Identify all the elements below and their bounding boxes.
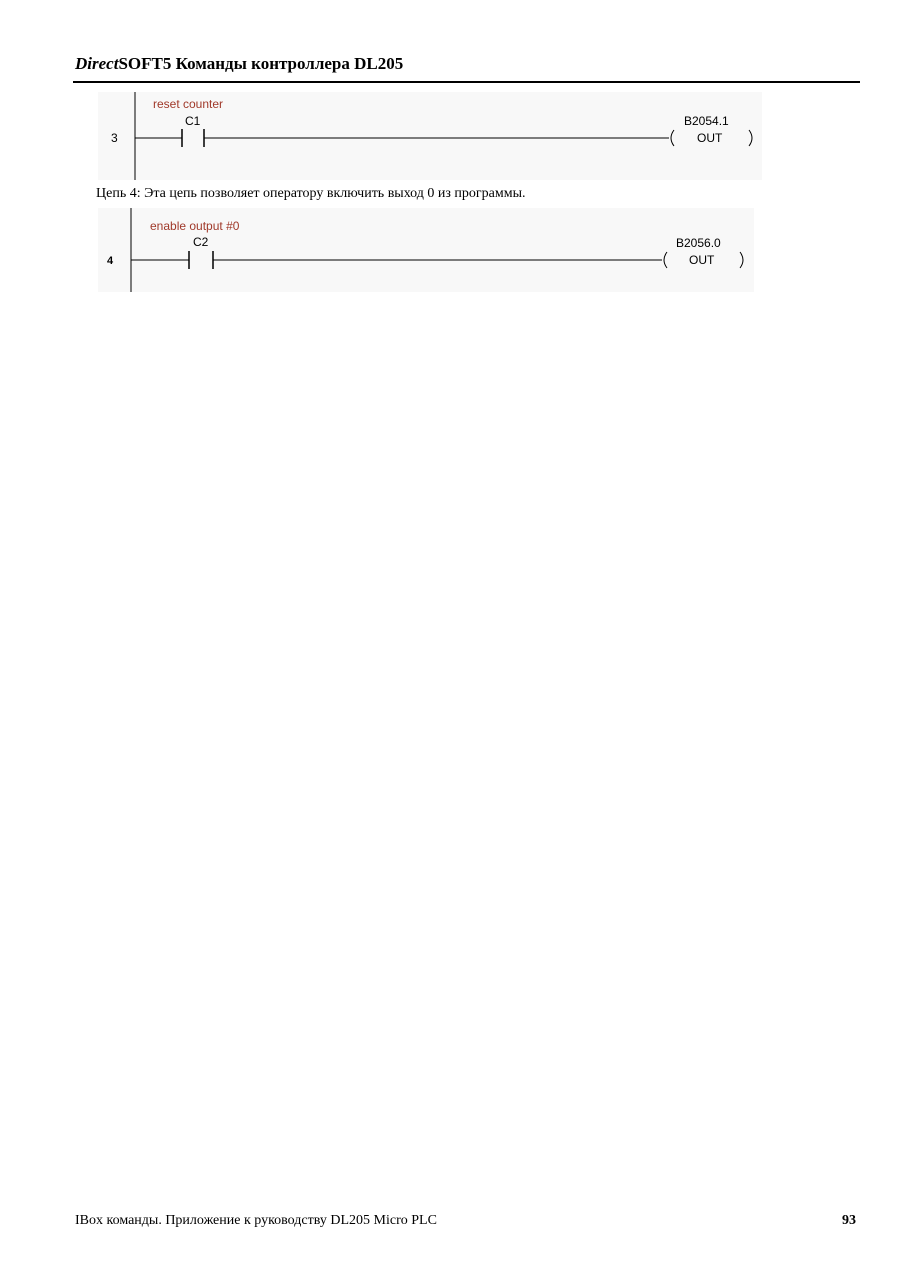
coil-type: OUT: [697, 131, 723, 145]
contact-label: C1: [185, 114, 201, 128]
rung-comment: enable output #0: [150, 219, 240, 233]
ladder-rung-4-diagram: [98, 208, 754, 292]
ladder-rung-3: [98, 92, 762, 180]
coil-type: OUT: [689, 253, 715, 267]
footer-text: IBox команды. Приложение к руководству DL205 Micro PLC: [75, 1213, 437, 1228]
header-title-italic: Direct: [75, 54, 119, 73]
ladder-rung-3-diagram: [98, 92, 762, 180]
coil-address: B2056.0: [676, 236, 721, 250]
coil-address: B2054.1: [684, 114, 729, 128]
rung-comment: reset counter: [153, 97, 224, 111]
page-number: 93: [842, 1213, 856, 1228]
rung-number: 4: [107, 255, 114, 267]
ladder-rung-4: [98, 208, 754, 292]
page-header: [75, 54, 403, 74]
rung-4-caption: Цепь 4: Эта цепь позволяет оператору включить выход 0 из программы.: [96, 186, 526, 201]
rung-number: 3: [111, 131, 118, 145]
header-title-rest: SOFT5 Команды контроллера DL205: [118, 54, 404, 73]
contact-label: C2: [193, 235, 209, 249]
header-rule: [73, 81, 860, 83]
